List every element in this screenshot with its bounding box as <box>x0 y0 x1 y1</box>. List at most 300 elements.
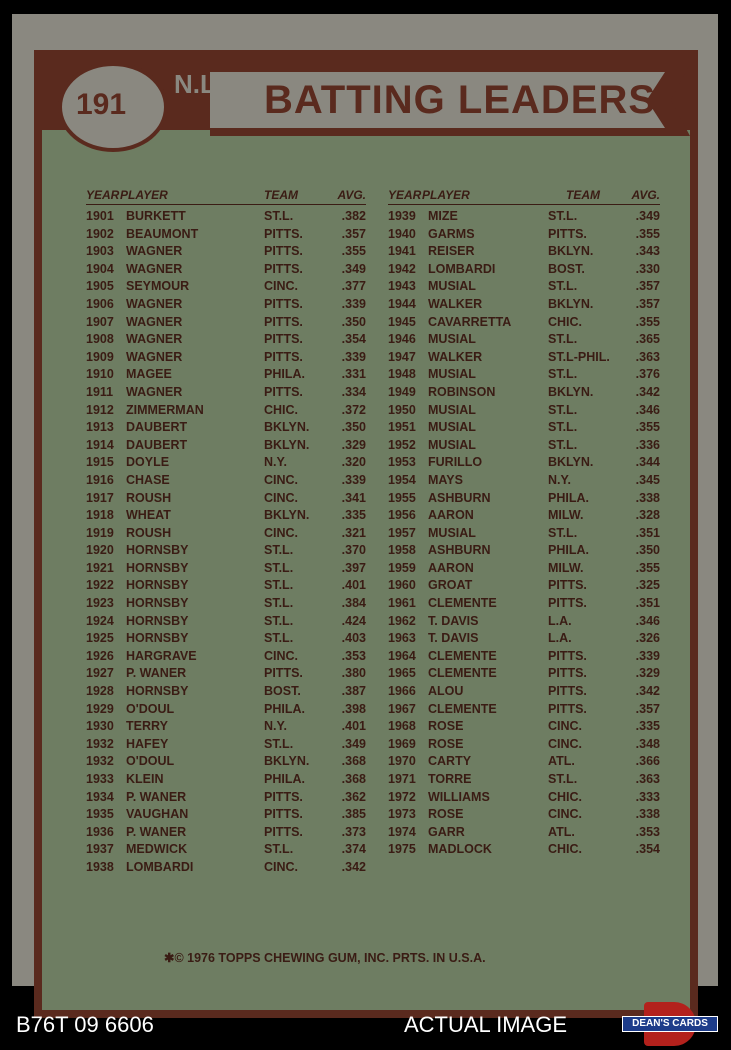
cell-team: BKLYN. <box>548 455 594 470</box>
cell-year: 1919 <box>86 525 114 540</box>
header-team: TEAM <box>566 188 600 202</box>
cell-year: 1933 <box>86 772 114 786</box>
cell-player: ASHBURN <box>428 543 491 558</box>
cell-avg: .372 <box>341 402 366 417</box>
table-row <box>388 350 660 368</box>
cell-year: 1948 <box>388 367 416 382</box>
actual-image-label: ACTUAL IMAGE <box>404 1012 567 1037</box>
cell-team: N.Y. <box>264 719 287 734</box>
table-row <box>86 227 366 245</box>
cell-year: 1927 <box>86 666 114 681</box>
cell-avg: .355 <box>635 226 660 241</box>
cell-team: CHIC. <box>548 789 583 804</box>
table-row <box>388 491 660 509</box>
cell-team: ST.L. <box>264 596 294 611</box>
table-row <box>388 420 660 438</box>
leaders-table-left <box>86 186 366 878</box>
cell-avg: .398 <box>341 701 366 716</box>
cell-year: 1960 <box>388 578 416 593</box>
cell-avg: .357 <box>635 279 660 294</box>
cell-year: 1932 <box>86 754 114 769</box>
cell-team: ST.L. <box>264 613 294 628</box>
cell-player: MUSIAL <box>428 402 476 417</box>
cell-team: ST.L-PHIL. <box>548 349 610 364</box>
cell-team: ST.L. <box>548 402 578 417</box>
cell-player: WAGNER <box>126 296 183 311</box>
table-row <box>86 367 366 385</box>
cell-team: ST.L. <box>264 736 294 751</box>
table-row <box>388 825 660 843</box>
table-row <box>86 315 366 333</box>
cell-avg: .387 <box>341 684 366 699</box>
cell-year: 1953 <box>388 455 416 470</box>
cell-team: L.A. <box>548 613 572 628</box>
table-row <box>86 508 366 526</box>
cell-player: ROSE <box>428 719 464 734</box>
cell-player: BEAUMONT <box>126 226 199 241</box>
table-row <box>388 702 660 720</box>
cell-player: MADLOCK <box>428 842 492 857</box>
cell-team: PITTS. <box>264 384 303 399</box>
header-year: YEAR <box>86 188 120 202</box>
cell-year: 1934 <box>86 789 114 804</box>
cell-player: CAVARRETTA <box>428 314 512 329</box>
header-team: TEAM <box>264 188 298 202</box>
leaders-table-right <box>388 186 660 860</box>
cell-year: 1911 <box>86 384 114 399</box>
cell-year: 1936 <box>86 824 114 839</box>
league-label: N.L. <box>174 69 224 99</box>
inventory-code: B76T 09 6606 <box>16 1012 154 1037</box>
table-row <box>388 473 660 491</box>
table-row <box>86 790 366 808</box>
table-row <box>86 666 366 684</box>
table-row <box>86 772 366 790</box>
table-row <box>388 772 660 790</box>
cell-team: N.Y. <box>548 472 571 487</box>
cell-player: HORNSBY <box>126 596 189 611</box>
cell-avg: .343 <box>635 244 660 259</box>
cell-team: ST.L. <box>548 525 578 540</box>
cell-year: 1921 <box>86 560 114 575</box>
table-row <box>388 262 660 280</box>
cell-year: 1925 <box>86 631 114 646</box>
cell-team: BKLYN. <box>264 420 310 435</box>
cell-team: PITTS. <box>264 314 303 329</box>
cell-player: P. WANER <box>126 666 187 681</box>
header-year: YEAR <box>388 188 422 202</box>
cell-year: 1965 <box>388 666 416 681</box>
cell-player: MIZE <box>428 209 458 223</box>
cell-year: 1915 <box>86 455 114 470</box>
table-row <box>86 543 366 561</box>
card-number: 191 <box>76 88 127 121</box>
cell-player: DOYLE <box>126 455 170 470</box>
cell-avg: .397 <box>341 560 366 575</box>
cell-avg: .353 <box>341 648 366 663</box>
cell-player: CLEMENTE <box>428 666 497 681</box>
cell-team: CHIC. <box>548 314 583 329</box>
cell-avg: .331 <box>341 367 366 382</box>
cell-avg: .351 <box>635 596 660 611</box>
cell-player: ROBINSON <box>428 384 496 399</box>
cell-team: ST.L. <box>548 367 578 382</box>
cell-year: 1972 <box>388 789 416 804</box>
cell-year: 1908 <box>86 332 114 347</box>
cell-player: HORNSBY <box>126 543 189 558</box>
cell-year: 1964 <box>388 648 416 663</box>
cell-year: 1929 <box>86 701 114 716</box>
cell-team: PHILA. <box>264 772 305 786</box>
cell-year: 1956 <box>388 508 416 523</box>
cell-avg: .350 <box>341 420 366 435</box>
cell-avg: .349 <box>341 736 366 751</box>
cell-year: 1970 <box>388 754 416 769</box>
cell-avg: .335 <box>635 719 660 734</box>
cell-team: PHILA. <box>548 490 589 505</box>
cell-year: 1963 <box>388 631 416 646</box>
cell-player: HAFEY <box>126 736 169 751</box>
cell-player: HARGRAVE <box>126 648 197 663</box>
cell-player: SEYMOUR <box>126 279 190 294</box>
cell-player: O'DOUL <box>126 701 175 716</box>
cell-year: 1968 <box>388 719 416 734</box>
cell-year: 1973 <box>388 807 416 822</box>
cell-player: WALKER <box>428 296 483 311</box>
cell-year: 1969 <box>388 736 416 751</box>
cell-avg: .335 <box>341 508 366 523</box>
cell-avg: .339 <box>635 648 660 663</box>
cell-team: PHILA. <box>548 543 589 558</box>
cell-avg: .341 <box>341 490 366 505</box>
cell-player: DAUBERT <box>126 437 188 452</box>
cell-player: GROAT <box>428 578 473 593</box>
cell-year: 1949 <box>388 384 416 399</box>
cell-year: 1950 <box>388 402 416 417</box>
table-row <box>388 649 660 667</box>
cell-avg: .350 <box>635 543 660 558</box>
table-row <box>388 244 660 262</box>
cell-player: TERRY <box>126 719 168 734</box>
cell-avg: .351 <box>635 525 660 540</box>
cell-avg: .384 <box>341 596 366 611</box>
cell-avg: .342 <box>635 684 660 699</box>
cell-year: 1917 <box>86 490 114 505</box>
cell-avg: .338 <box>635 807 660 822</box>
table-row <box>388 737 660 755</box>
cell-year: 1962 <box>388 613 416 628</box>
card-title: BATTING LEADERS <box>264 78 657 122</box>
cell-team: PHILA. <box>264 367 305 382</box>
cell-year: 1954 <box>388 472 416 487</box>
table-row <box>388 455 660 473</box>
table-row <box>86 244 366 262</box>
cell-team: CINC. <box>264 490 299 505</box>
table-row <box>388 227 660 245</box>
cell-team: BKLYN. <box>264 754 310 769</box>
table-row <box>86 332 366 350</box>
table-row <box>86 578 366 596</box>
cell-avg: .376 <box>635 367 660 382</box>
cell-avg: .328 <box>635 508 660 523</box>
cell-year: 1941 <box>388 244 416 259</box>
table-row <box>388 526 660 544</box>
cell-team: PITTS. <box>264 666 303 681</box>
cell-year: 1951 <box>388 420 416 435</box>
table-row <box>86 842 366 860</box>
cell-player: HORNSBY <box>126 560 189 575</box>
cell-team: PITTS. <box>548 596 587 611</box>
table-header <box>86 186 366 205</box>
table-row <box>86 279 366 297</box>
cell-year: 1958 <box>388 543 416 558</box>
cell-player: WAGNER <box>126 261 183 276</box>
cell-avg: .370 <box>341 543 366 558</box>
cell-team: PITTS. <box>264 349 303 364</box>
cell-avg: .355 <box>635 314 660 329</box>
cell-team: PITTS. <box>264 261 303 276</box>
cell-team: PITTS. <box>548 578 587 593</box>
cell-year: 1932 <box>86 736 114 751</box>
cell-avg: .355 <box>635 420 660 435</box>
cell-year: 1920 <box>86 543 114 558</box>
cell-avg: .373 <box>341 824 366 839</box>
cell-year: 1903 <box>86 244 114 259</box>
cell-avg: .350 <box>341 314 366 329</box>
table-row <box>388 315 660 333</box>
cell-avg: .344 <box>635 455 660 470</box>
cell-avg: .346 <box>635 613 660 628</box>
cell-player: P. WANER <box>126 824 187 839</box>
cell-avg: .365 <box>635 332 660 347</box>
cell-avg: .355 <box>341 244 366 259</box>
cell-year: 1935 <box>86 807 114 822</box>
table-row <box>86 631 366 649</box>
cell-team: CINC. <box>264 859 299 874</box>
cell-year: 1928 <box>86 684 114 699</box>
cell-avg: .330 <box>635 261 660 276</box>
cell-player: T. DAVIS <box>428 613 479 628</box>
cell-team: ST.L. <box>264 560 294 575</box>
cell-avg: .320 <box>341 455 366 470</box>
cell-avg: .357 <box>341 226 366 241</box>
table-row <box>86 825 366 843</box>
cell-year: 1904 <box>86 261 114 276</box>
table-row <box>86 702 366 720</box>
cell-player: WAGNER <box>126 384 183 399</box>
cell-team: PITTS. <box>548 226 587 241</box>
table-row <box>388 508 660 526</box>
cell-year: 1901 <box>86 209 114 223</box>
cell-team: ST.L. <box>264 578 294 593</box>
cell-player: MEDWICK <box>126 842 188 857</box>
cell-year: 1907 <box>86 314 114 329</box>
cell-avg: .357 <box>635 701 660 716</box>
cell-player: WAGNER <box>126 332 183 347</box>
cell-team: ST.L. <box>264 543 294 558</box>
table-row <box>388 614 660 632</box>
cell-year: 1971 <box>388 772 416 786</box>
cell-team: CINC. <box>548 736 583 751</box>
cell-player: CARTY <box>428 754 472 769</box>
table-row <box>388 332 660 350</box>
cell-player: HORNSBY <box>126 631 189 646</box>
cell-team: BKLYN. <box>548 296 594 311</box>
table-row <box>388 790 660 808</box>
cell-avg: .357 <box>635 296 660 311</box>
cell-team: CINC. <box>548 807 583 822</box>
cell-team: ATL. <box>548 824 575 839</box>
table-row <box>86 719 366 737</box>
cell-team: CHIC. <box>548 842 583 857</box>
cell-year: 1974 <box>388 824 416 839</box>
table-header <box>388 186 660 205</box>
cell-player: CLEMENTE <box>428 701 497 716</box>
cell-player: DAUBERT <box>126 420 188 435</box>
cell-avg: .354 <box>341 332 366 347</box>
cell-player: MUSIAL <box>428 525 476 540</box>
cell-team: CINC. <box>264 648 299 663</box>
cell-team: PITTS. <box>264 332 303 347</box>
table-row <box>86 860 366 878</box>
cell-avg: .363 <box>635 772 660 786</box>
cell-player: LOMBARDI <box>428 261 496 276</box>
cell-team: ST.L. <box>264 842 294 857</box>
table-row <box>388 209 660 227</box>
cell-year: 1918 <box>86 508 114 523</box>
cell-year: 1955 <box>388 490 416 505</box>
table-row <box>388 666 660 684</box>
header-player: PLAYER <box>422 188 470 202</box>
cell-avg: .321 <box>341 525 366 540</box>
table-row <box>388 631 660 649</box>
cell-player: HORNSBY <box>126 578 189 593</box>
cell-year: 1912 <box>86 402 114 417</box>
cell-player: FURILLO <box>428 455 483 470</box>
cell-team: ST.L. <box>548 332 578 347</box>
cell-avg: .368 <box>341 772 366 786</box>
cell-year: 1923 <box>86 596 114 611</box>
cell-year: 1961 <box>388 596 416 611</box>
cell-avg: .325 <box>635 578 660 593</box>
table-row <box>86 403 366 421</box>
cell-year: 1945 <box>388 314 416 329</box>
cell-team: CHIC. <box>264 402 299 417</box>
cell-avg: .342 <box>341 859 366 874</box>
cell-avg: .346 <box>635 402 660 417</box>
cell-player: ROUSH <box>126 490 172 505</box>
cell-player: REISER <box>428 244 475 259</box>
cell-avg: .385 <box>341 807 366 822</box>
cell-team: PITTS. <box>264 296 303 311</box>
cell-player: TORRE <box>428 772 472 786</box>
cell-year: 1905 <box>86 279 114 294</box>
table-row <box>86 614 366 632</box>
cell-avg: .368 <box>341 754 366 769</box>
logo-text: DEAN'S CARDS <box>622 1016 718 1032</box>
cell-player: ROUSH <box>126 525 172 540</box>
cell-year: 1967 <box>388 701 416 716</box>
cell-player: HORNSBY <box>126 613 189 628</box>
cell-team: ST.L. <box>264 631 294 646</box>
cell-avg: .339 <box>341 472 366 487</box>
cell-team: MILW. <box>548 508 584 523</box>
cell-team: ST.L. <box>548 772 578 786</box>
cell-team: BKLYN. <box>264 437 310 452</box>
cell-player: P. WANER <box>126 789 187 804</box>
cell-year: 1902 <box>86 226 114 241</box>
cell-team: PITTS. <box>548 648 587 663</box>
cell-player: AARON <box>428 508 474 523</box>
cell-year: 1943 <box>388 279 416 294</box>
cell-avg: .401 <box>341 719 366 734</box>
cell-year: 1937 <box>86 842 114 857</box>
table-row <box>388 279 660 297</box>
cell-avg: .362 <box>341 789 366 804</box>
cell-player: WAGNER <box>126 244 183 259</box>
table-row <box>86 684 366 702</box>
cell-player: GARMS <box>428 226 475 241</box>
cell-player: CLEMENTE <box>428 648 497 663</box>
cell-avg: .345 <box>635 472 660 487</box>
cell-year: 1913 <box>86 420 114 435</box>
cell-avg: .401 <box>341 578 366 593</box>
cell-avg: .329 <box>341 437 366 452</box>
cell-avg: .333 <box>635 789 660 804</box>
cell-player: CLEMENTE <box>428 596 497 611</box>
cell-player: VAUGHAN <box>126 807 189 822</box>
cell-player: AARON <box>428 560 474 575</box>
table-row <box>388 403 660 421</box>
cell-player: ALOU <box>428 684 464 699</box>
cell-team: BOST. <box>548 261 585 276</box>
table-row <box>86 385 366 403</box>
cell-year: 1939 <box>388 209 416 223</box>
cell-team: PITTS. <box>264 824 303 839</box>
table-row <box>388 596 660 614</box>
cell-player: KLEIN <box>126 772 164 786</box>
cell-player: CHASE <box>126 472 170 487</box>
cell-player: LOMBARDI <box>126 859 194 874</box>
table-row <box>388 297 660 315</box>
cell-year: 1922 <box>86 578 114 593</box>
table-row <box>86 262 366 280</box>
table-row <box>86 526 366 544</box>
cell-avg: .349 <box>341 261 366 276</box>
cell-team: BKLYN. <box>548 384 594 399</box>
cell-team: CINC. <box>264 525 299 540</box>
cell-year: 1957 <box>388 525 416 540</box>
cell-team: BKLYN. <box>264 508 310 523</box>
table-row <box>86 754 366 772</box>
cell-avg: .355 <box>635 560 660 575</box>
cell-team: CINC. <box>264 472 299 487</box>
table-row <box>86 649 366 667</box>
cell-year: 1906 <box>86 296 114 311</box>
table-row <box>388 543 660 561</box>
cell-player: ROSE <box>428 807 464 822</box>
table-row <box>86 420 366 438</box>
cell-player: O'DOUL <box>126 754 175 769</box>
cell-team: L.A. <box>548 631 572 646</box>
cell-year: 1930 <box>86 719 114 734</box>
cell-year: 1916 <box>86 472 114 487</box>
cell-player: ZIMMERMAN <box>126 402 204 417</box>
cell-player: MUSIAL <box>428 332 476 347</box>
cell-player: WAGNER <box>126 314 183 329</box>
cell-team: ST.L. <box>548 420 578 435</box>
cell-year: 1914 <box>86 437 114 452</box>
